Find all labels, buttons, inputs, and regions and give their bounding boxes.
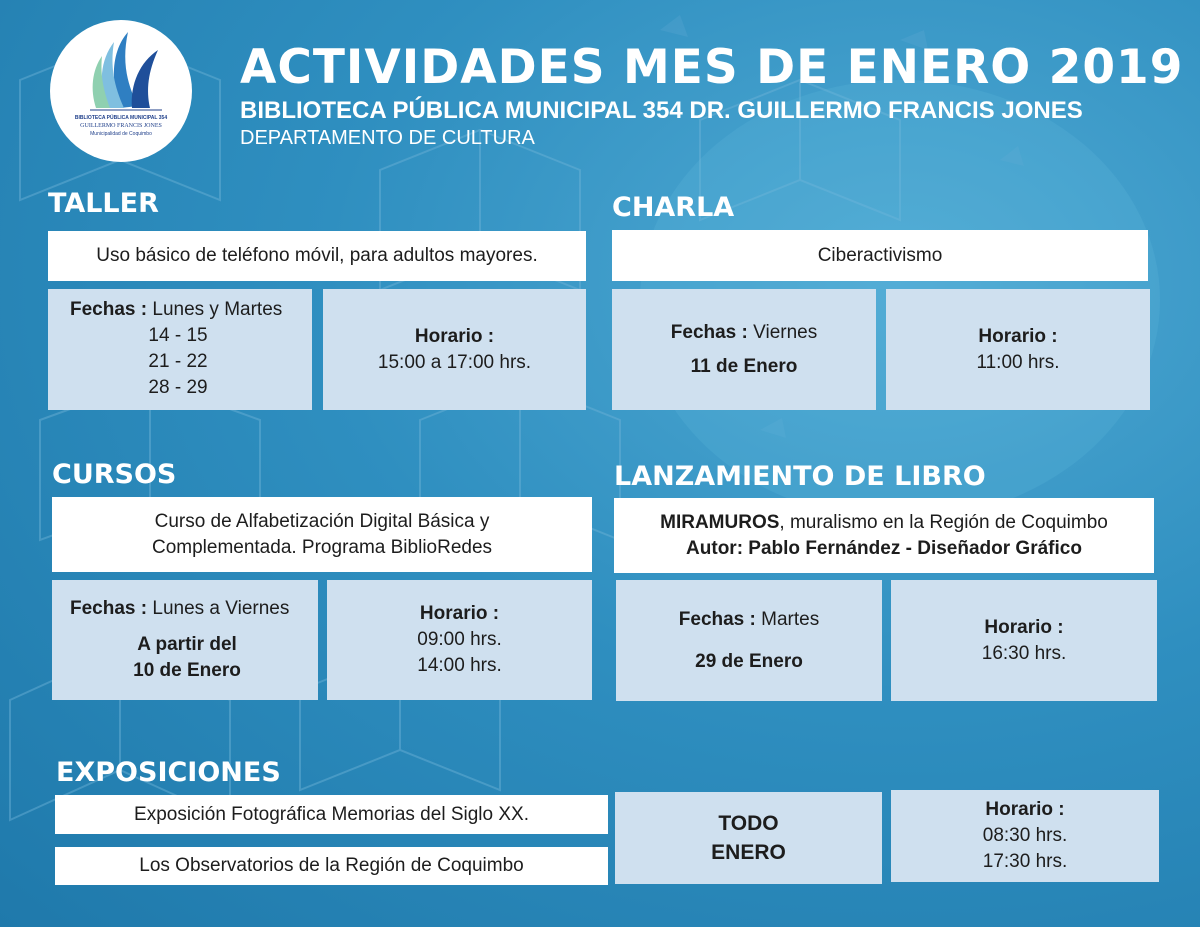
charla-fechas-value: Viernes [753,321,818,343]
cursos-description-line1: Curso de Alfabetización Digital Básica y [154,510,490,532]
exposiciones-horario-value-2: 17:30 hrs. [982,851,1068,872]
wing-logo-icon [50,20,192,162]
section-heading-exposiciones: EXPOSICIONES [56,757,281,788]
taller-horario-value: 15:00 a 17:00 hrs. [377,351,532,373]
section-heading-lanzamiento: LANZAMIENTO DE LIBRO [614,461,986,492]
charla-description: Ciberactivismo [817,244,943,266]
charla-date: 11 de Enero [690,355,798,377]
cursos-date-line1: A partir del [137,634,237,655]
cursos-description-line2: Complementada. Programa BiblioRedes [151,536,493,558]
charla-description-box [612,230,1148,281]
lanzamiento-fechas-label: Fechas : [678,608,756,630]
lanzamiento-author: Autor: Pablo Fernández - Diseñador Gráfico [686,537,1082,559]
exposiciones-horario-label: Horario : [985,799,1065,820]
logo-line2: GUILLERMO FRANCIS JONES [80,123,162,129]
exposiciones-period-line2: ENERO [711,841,786,864]
taller-horario-box [323,289,586,410]
cursos-fechas-label: Fechas : [70,598,148,619]
cursos-date-line2: 10 de Enero [133,660,241,681]
logo-line1: BIBLIOTECA PÚBLICA MUNICIPAL 354 [74,115,168,121]
lanzamiento-horario-box [891,580,1157,701]
lanzamiento-description-box [614,498,1154,573]
exposiciones-horario-box [891,790,1159,882]
department-label: DEPARTAMENTO DE CULTURA [240,127,535,149]
section-heading-cursos: CURSOS [52,459,177,490]
lanzamiento-fechas-value: Martes [761,608,820,630]
lanzamiento-horario-value: 16:30 hrs. [981,642,1067,664]
charla-horario-box [886,289,1150,410]
cursos-horario-box [327,580,592,700]
exposicion-item-2: Los Observatorios de la Región de Coquimbo [139,855,524,876]
charla-fechas-box [612,289,876,410]
cursos-fechas-box [52,580,318,700]
exposiciones-period-box [615,792,882,884]
cursos-horario-value-2: 14:00 hrs. [417,655,502,676]
exposicion-item-1: Exposición Fotográfica Memorias del Siglo XX. [134,803,529,825]
exposicion-item-1-box [55,795,608,834]
lanzamiento-book-title: MIRAMUROS [660,511,780,533]
charla-fechas-label: Fechas : [670,321,748,343]
lanzamiento-date: 29 de Enero [695,650,803,672]
taller-description-box [48,231,586,281]
exposicion-item-2-box [55,847,608,885]
cursos-description-box [52,497,592,572]
taller-date-2: 21 - 22 [148,351,208,372]
exposiciones-horario-value-1: 08:30 hrs. [982,825,1068,846]
exposiciones-period-line1: TODO [718,812,779,835]
cursos-fechas-value: Lunes a Viernes [152,598,290,619]
section-heading-charla: CHARLA [612,192,735,223]
taller-date-1: 14 - 15 [148,325,208,346]
taller-fechas-value: Lunes y Martes [152,299,283,320]
taller-fechas-label: Fechas : [70,299,148,320]
taller-description: Uso básico de teléfono móvil, para adultos mayores. [96,245,538,266]
lanzamiento-fechas-box [616,580,882,701]
lanzamiento-horario-label: Horario : [984,616,1064,638]
lanzamiento-book-rest: , muralismo en la Región de Coquimbo [779,511,1108,533]
page-subtitle: BIBLIOTECA PÚBLICA MUNICIPAL 354 DR. GUILLERMO FRANCIS JONES [240,97,1083,124]
charla-horario-value: 11:00 hrs. [976,351,1060,373]
section-heading-taller: TALLER [48,188,159,219]
library-logo [50,20,192,162]
logo-line3: Municipalidad de Coquimbo [90,131,152,137]
cursos-horario-label: Horario : [419,603,500,624]
taller-fechas-box [48,289,312,410]
page-title: ACTIVIDADES MES DE ENERO 2019 [240,40,1184,95]
charla-horario-label: Horario : [978,325,1058,347]
taller-date-3: 28 - 29 [148,377,208,398]
taller-horario-label: Horario : [414,325,495,347]
cursos-horario-value-1: 09:00 hrs. [417,629,502,650]
